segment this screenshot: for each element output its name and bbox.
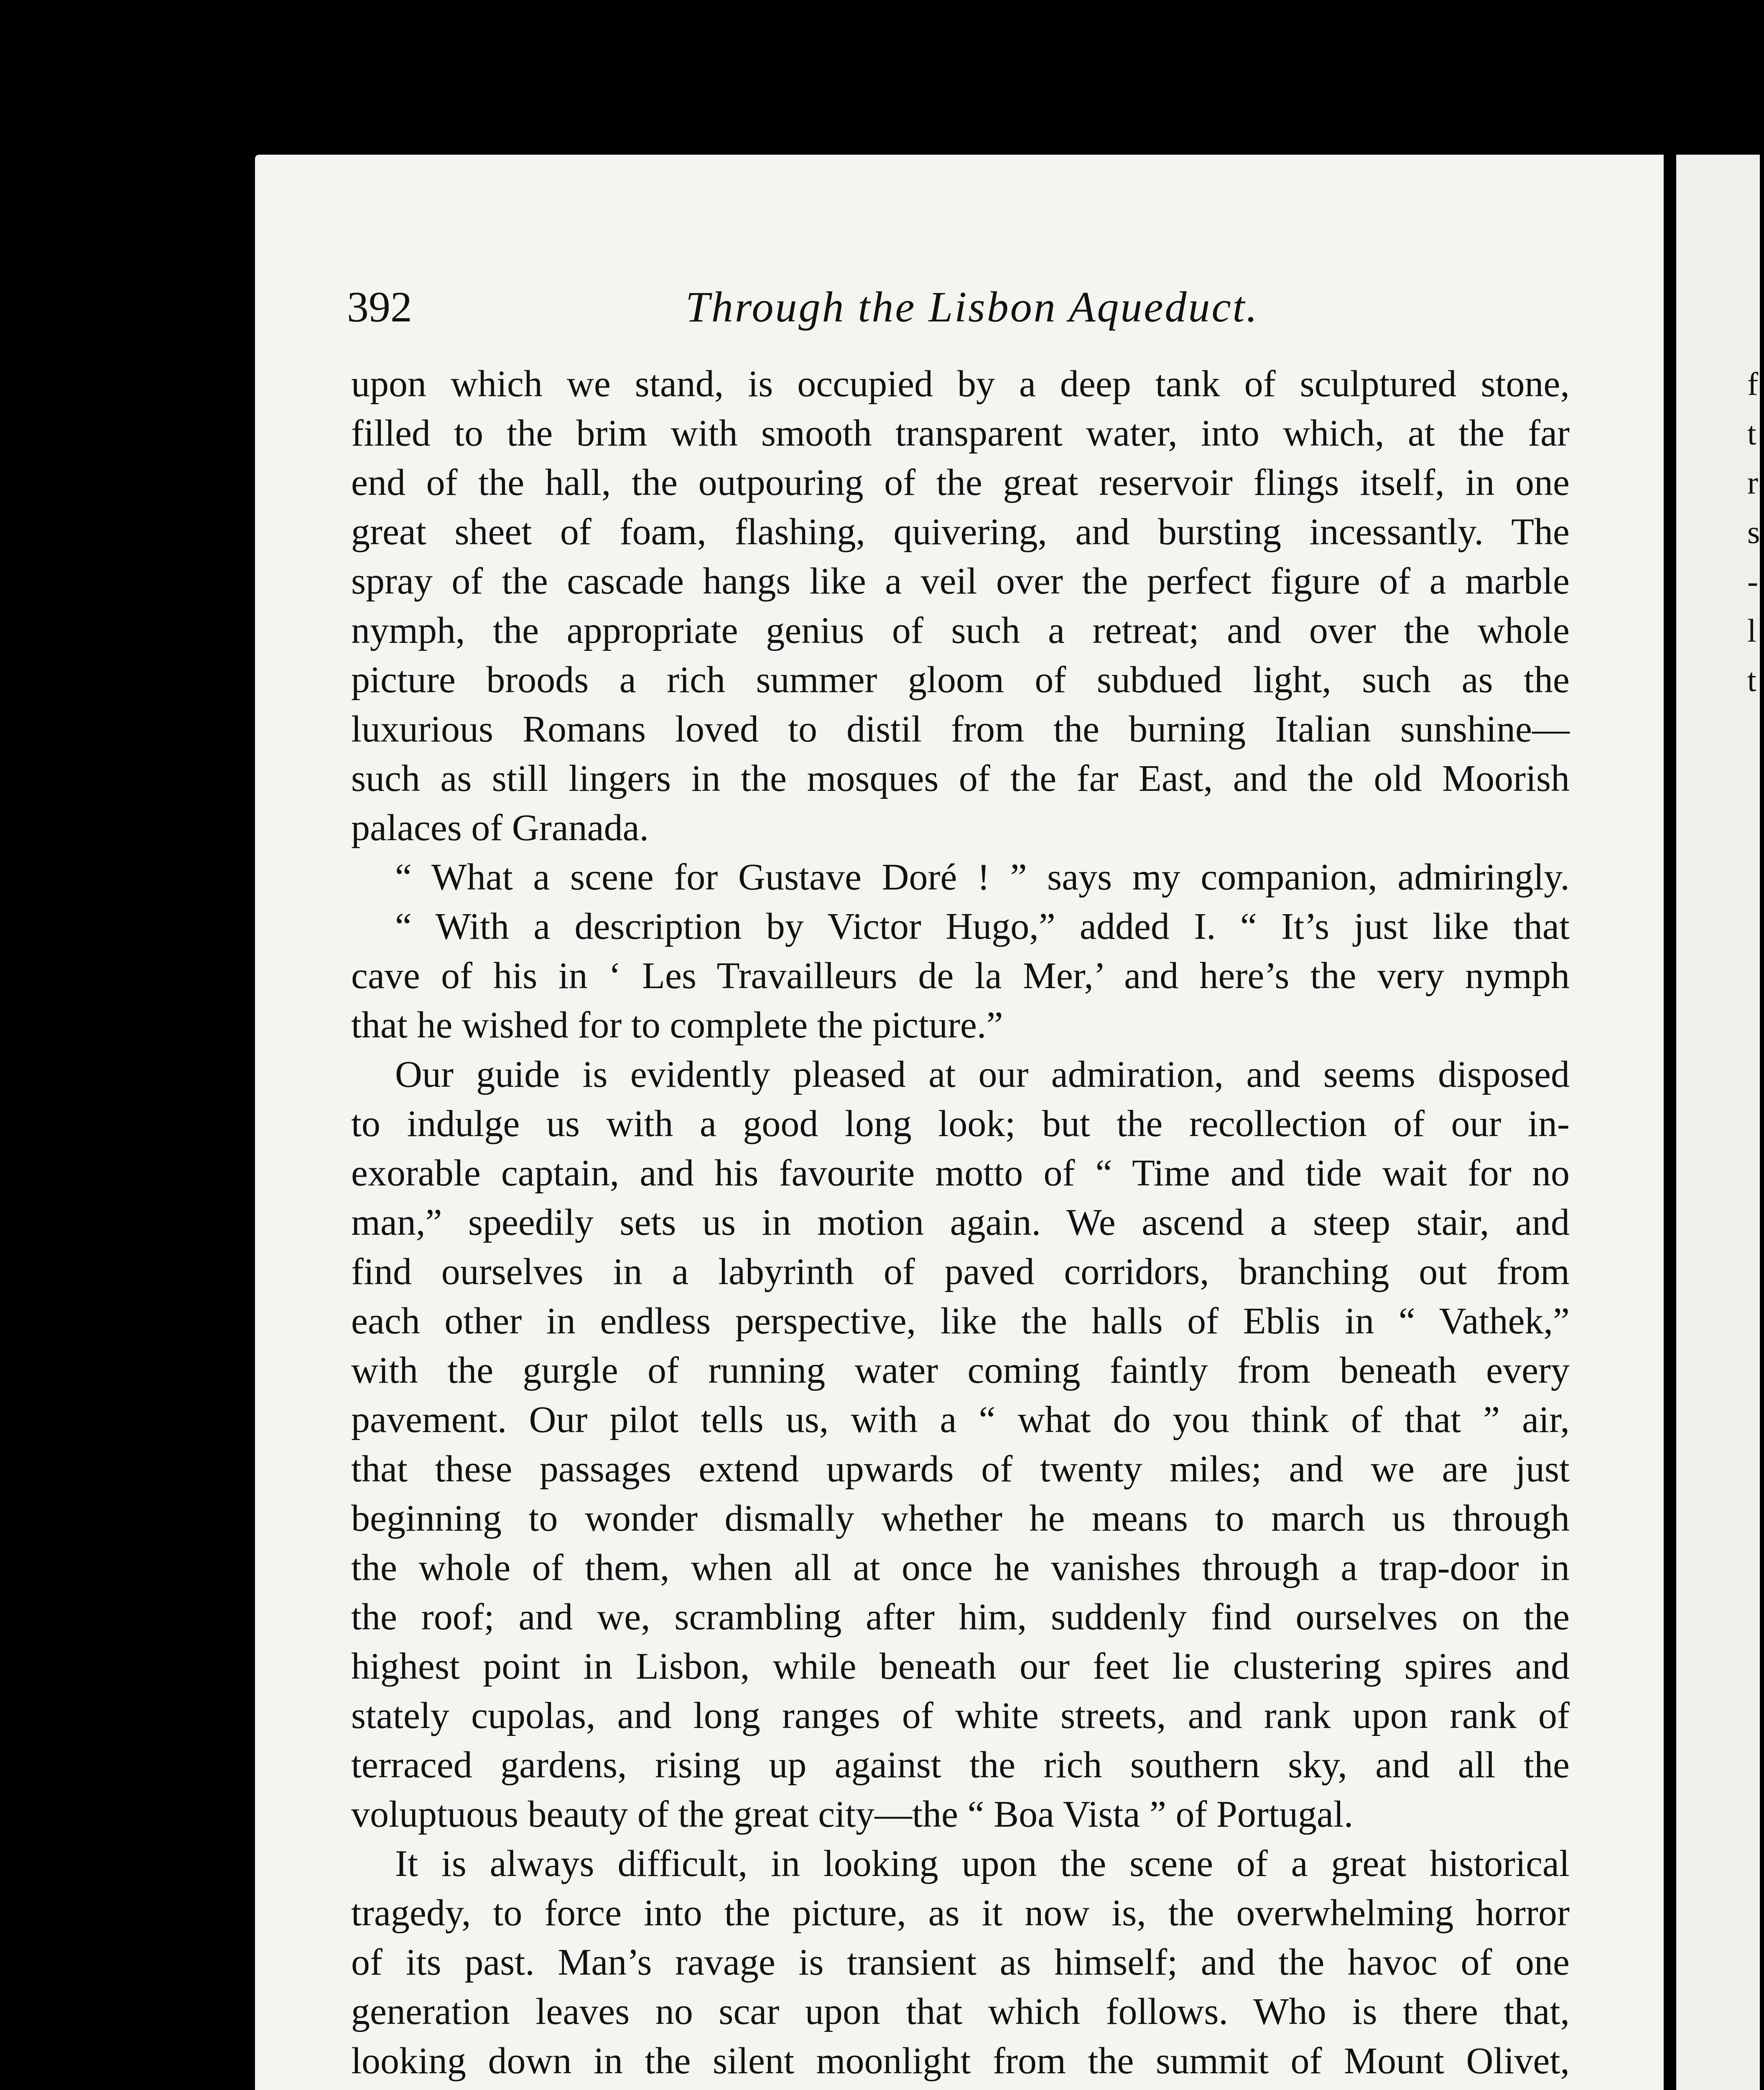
facing-letter: - <box>1747 563 1758 599</box>
text-line: great sheet of foam, flashing, quivering, and bursting incessantly. The <box>351 511 1570 553</box>
text-line: upon which we stand, is occupied by a deep tank of sculptured stone, <box>351 363 1570 405</box>
text-line: find ourselves in a labyrinth of paved corridors, branching out from <box>351 1251 1570 1292</box>
text-line: generation leaves no scar upon that which follows. Who is there that, <box>351 1991 1570 2032</box>
text-line: exorable captain, and his favourite motto of “ Time and tide wait for no <box>351 1152 1570 1194</box>
facing-letter: r <box>1747 464 1758 501</box>
text-line: nymph, the appropriate genius of such a retreat; and over the whole <box>351 610 1570 651</box>
facing-letter: l <box>1747 612 1756 649</box>
text-line: “ With a description by Victor Hugo,” added I. “ It’s just like that <box>395 906 1570 947</box>
text-line: of its past. Man’s ravage is transient as himself; and the havoc of one <box>351 1942 1570 1983</box>
text-line: picture broods a rich summer gloom of subdued light, such as the <box>351 659 1570 701</box>
text-line: looking down in the silent moonlight from the summit of Mount Olivet, <box>351 2040 1570 2082</box>
text-line: the roof; and we, scrambling after him, suddenly find ourselves on the <box>351 1596 1570 1638</box>
text-line: It is always difficult, in looking upon the scene of a great historical <box>395 1843 1570 1884</box>
facing-letter: s <box>1747 514 1760 550</box>
page-header <box>347 280 1601 334</box>
text-line: to indulge us with a good long look; but the recollection of our in- <box>351 1103 1570 1144</box>
text-line: that these passages extend upwards of twenty miles; and we are just <box>351 1448 1570 1490</box>
text-line: terraced gardens, rising up against the rich southern sky, and all the <box>351 1744 1570 1786</box>
facing-letter: f <box>1747 366 1758 402</box>
text-line: Our guide is evidently pleased at our admiration, and seems disposed <box>395 1054 1570 1095</box>
facing-letter: t <box>1747 415 1756 451</box>
text-line: end of the hall, the outpouring of the great reservoir flings itself, in one <box>351 462 1570 503</box>
running-title: Through the Lisbon Aqueduct. <box>686 283 1259 331</box>
page-body <box>351 359 1570 2090</box>
text-line: each other in endless perspective, like the halls of Eblis in “ Vathek,” <box>351 1300 1570 1342</box>
text-line <box>351 2086 1570 2090</box>
text-line: luxurious Romans loved to distil from the burning Italian sunshine— <box>351 709 1570 750</box>
text-line: stately cupolas, and long ranges of white streets, and rank upon rank of <box>351 1695 1570 1736</box>
text-line: pavement. Our pilot tells us, with a “ what do you think of that ” air, <box>351 1399 1570 1440</box>
text-line: “ What a scene for Gustave Doré ! ” says my companion, admiringly. <box>395 856 1570 898</box>
text-line: tragedy, to force into the picture, as it now is, the overwhelming horror <box>351 1892 1570 1934</box>
text-line: beginning to wonder dismally whether he means to march us through <box>351 1498 1570 1539</box>
text-line: filled to the brim with smooth transparent water, into which, at the far <box>351 413 1570 454</box>
page-number: 392 <box>347 283 412 331</box>
text-line: spray of the cascade hangs like a veil over the perfect figure of a marble <box>351 561 1570 602</box>
facing-page-letters <box>1747 359 1764 705</box>
text-line: such as still lingers in the mosques of the far East, and the old Moorish <box>351 758 1570 799</box>
text-line: voluptuous beauty of the great city—the “ Boa Vista ” of Portugal. <box>351 1794 1354 1835</box>
text-line: man,” speedily sets us in motion again. We ascend a steep stair, and <box>351 1202 1570 1243</box>
text-line: the whole of them, when all at once he vanishes through a trap-door in <box>351 1547 1570 1588</box>
text-line: highest point in Lisbon, while beneath our feet lie clustering spires and <box>351 1646 1570 1687</box>
text-line: with the gurgle of running water coming faintly from beneath every <box>351 1350 1570 1391</box>
text-line: that he wished for to complete the picture.” <box>351 1004 1003 1046</box>
facing-letter: t <box>1747 662 1756 698</box>
text-line: palaces of Granada. <box>351 807 649 849</box>
text-line: cave of his in ‘ Les Travailleurs de la Mer,’ and here’s the very nymph <box>351 955 1570 997</box>
